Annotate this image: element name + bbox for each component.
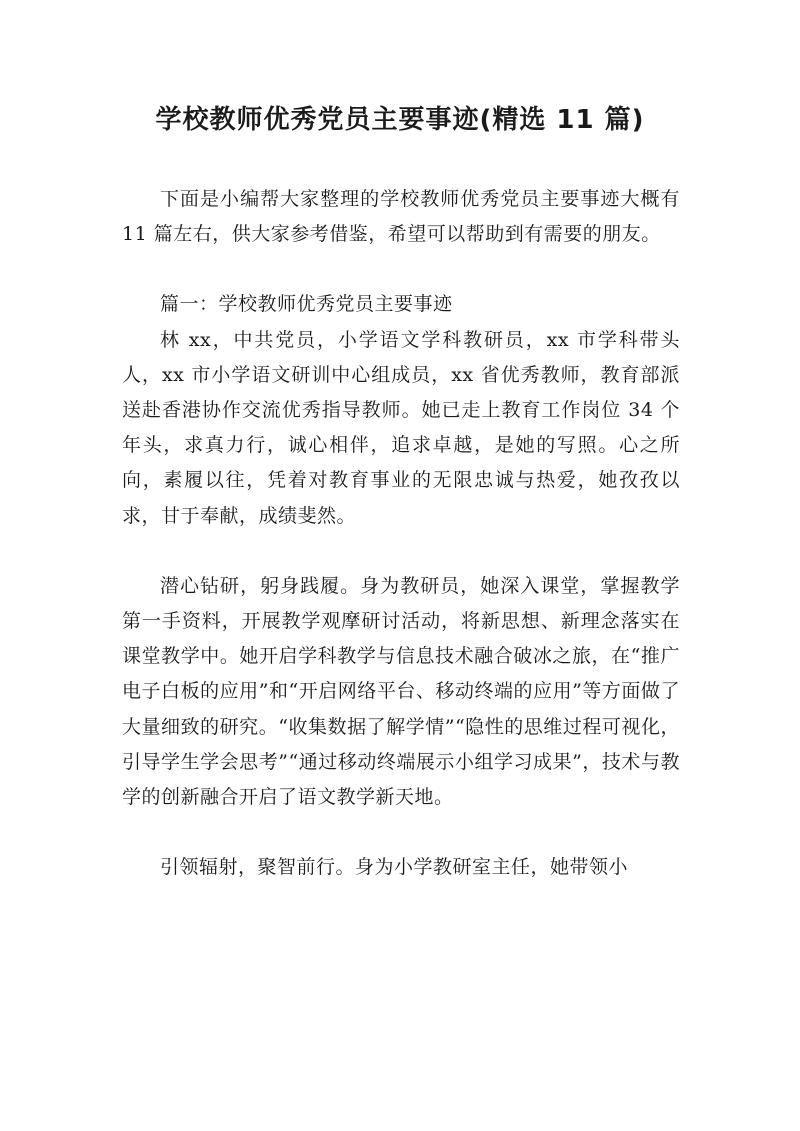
intro-paragraph: 下面是小编帮大家整理的学校教师优秀党员主要事迹大概有 11 篇左右，供大家参考借鉴，希望可以帮助到有需要的朋友。 xyxy=(122,188,680,246)
body-paragraph-1: 林 xx，中共党员，小学语文学科教研员，xx 市学科带头人，xx 市小学语文研训中心组成员，xx 省优秀教师，教育部派送赴香港协作交流优秀指导教师。她已走上教育工作岗位 34 个年头，求真力行，诚心相伴，追求卓越，是她的写照。心之所向，素履以往，凭着对教育事业的无限忠诚与热爱，她孜孜以求，甘于奉献，成绩斐然。 xyxy=(122,328,680,527)
document-body xyxy=(122,182,680,885)
section-heading: 篇一：学校教师优秀党员主要事迹 xyxy=(160,293,453,316)
document-title: 学校教师优秀党员主要事迹(精选 11 篇) xyxy=(155,105,645,135)
body-paragraph-2: 潜心钻研，躬身践履。身为教研员，她深入课堂，掌握教学第一手资料，开展教学观摩研讨活动，将新思想、新理念落实在课堂教学中。她开启学科教学与信息技术融合破冰之旅，在“推广电子白板的应用”和“开启网络平台、移动终端的应用”等方面做了大量细致的研究。“收集数据了解学情”“隐性的思维过程可视化，引导学生学会思考”“通过移动终端展示小组学习成果”，技术与教学的创新融合开启了语文教学新天地。 xyxy=(122,574,680,809)
body-paragraph-3: 引领辐射，聚智前行。身为小学教研室主任，她带领小 xyxy=(160,856,629,879)
